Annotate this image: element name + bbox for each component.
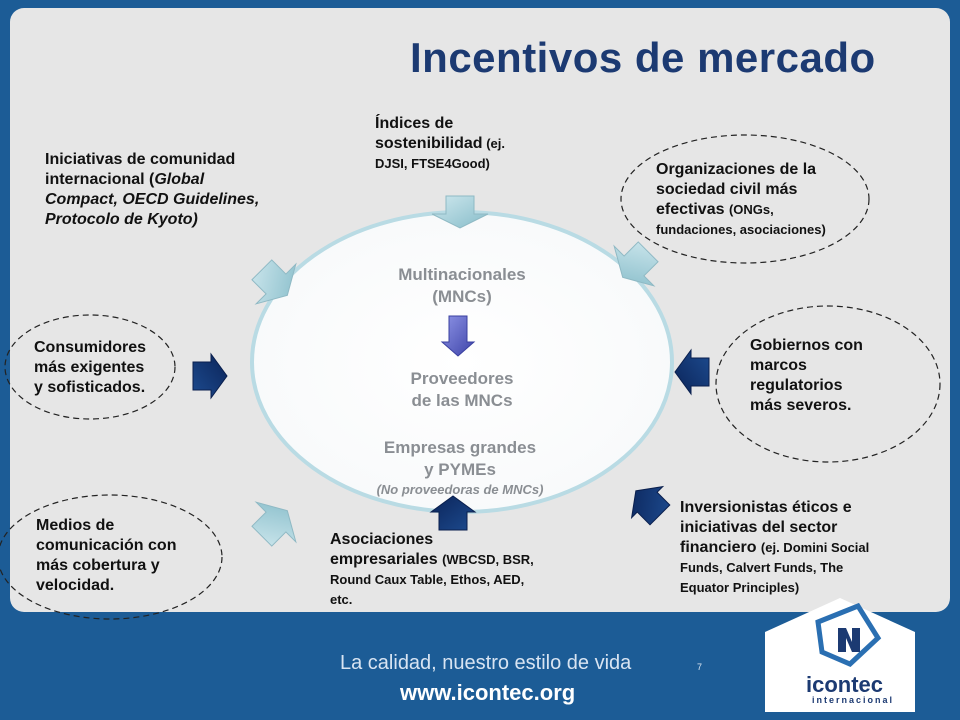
arrow-consumidores [193,354,227,398]
medios-line4: velocidad. [36,577,115,594]
node-consumidores [34,338,146,398]
arrow-inversionistas [620,475,675,530]
org-line3 [656,200,826,220]
proveedores-label [372,368,552,412]
medios-line2: comunicación con [36,537,177,554]
org-l3b: (ONGs, [728,202,774,217]
gobiernos-line3: regulatorios [750,377,843,394]
inv-line5: Equator Principles) [680,580,800,595]
inv-line4: Funds, Calvert Funds, The [680,560,844,575]
indices-line3: DJSI, FTSE4Good) [375,156,490,171]
arrow-gobiernos [675,350,709,394]
mnc-label [372,264,552,308]
medios-line1: Medios de [36,517,115,534]
consumidores-line3: y sofisticados. [34,379,146,396]
iniciativas-l2b: Global [154,171,205,188]
org-line1: Organizaciones de la [656,161,817,178]
footer-url[interactable]: www.icontec.org [400,680,576,705]
emp-line1: Empresas grandes [383,438,537,457]
page-number: 7 [697,662,703,672]
org-line2: sociedad civil más [656,181,798,198]
asoc-line4: etc. [330,592,353,607]
inv-line1: Inversionistas éticos e [680,499,852,516]
org-l3a: efectivas [656,201,729,218]
asoc-line3: Round Caux Table, Ethos, AED, [330,572,525,587]
indices-small1: (ej. [482,136,505,151]
consumidores-line2: más exigentes [34,359,145,376]
node-indices [375,114,505,174]
iniciativas-l2a: internacional ( [45,171,155,188]
node-inversionistas [680,498,869,598]
indices-line1: Índices de [375,115,454,132]
asoc-l2b: (WBCSD, BSR, [442,552,534,567]
gobiernos-line1: Gobiernos con [750,337,863,354]
inv-l3b: (ej. Domini Social [760,540,870,555]
prov-line1: Proveedores [410,369,514,388]
empresas-label [340,437,580,499]
asoc-line2 [330,550,534,570]
logo-name: icontec [806,672,884,697]
emp-line3: (No proveedoras de MNCs) [376,482,544,497]
iniciativas-line4: Protocolo de Kyoto) [45,211,198,228]
node-medios [36,516,176,596]
asoc-line1: Asociaciones [330,531,434,548]
asoc-l2a: empresariales [330,551,443,568]
emp-line2: y PYMEs [424,460,496,479]
iniciativas-line1: Iniciativas de comunidad [45,151,236,168]
mnc-line2: (MNCs) [432,287,492,306]
slide-title: Incentivos de mercado [410,34,876,81]
indices-main2: sostenibilidad [375,135,483,152]
arrow-medios [242,491,307,556]
iniciativas-line2 [45,170,259,190]
node-gobiernos [750,336,863,416]
inv-l3a: financiero [680,539,761,556]
footer-slogan: La calidad, nuestro estilo de vida [340,652,632,674]
node-organizaciones [656,160,826,240]
inv-line2: iniciativas del sector [680,519,838,536]
logo-subtitle: internacional [812,695,895,705]
iniciativas-line3: Compact, OECD Guidelines, [45,191,260,208]
mnc-line1: Multinacionales [398,265,526,284]
node-asociaciones [330,530,534,610]
inv-line3 [680,538,869,558]
gobiernos-line2: marcos [750,357,807,374]
org-line4: fundaciones, asociaciones) [656,222,826,237]
medios-line3: más cobertura y [36,557,160,574]
gobiernos-line4: más severos. [750,397,852,414]
consumidores-line1: Consumidores [34,339,147,356]
prov-line2: de las MNCs [411,391,513,410]
indices-line2 [375,134,505,154]
node-iniciativas [45,150,259,230]
